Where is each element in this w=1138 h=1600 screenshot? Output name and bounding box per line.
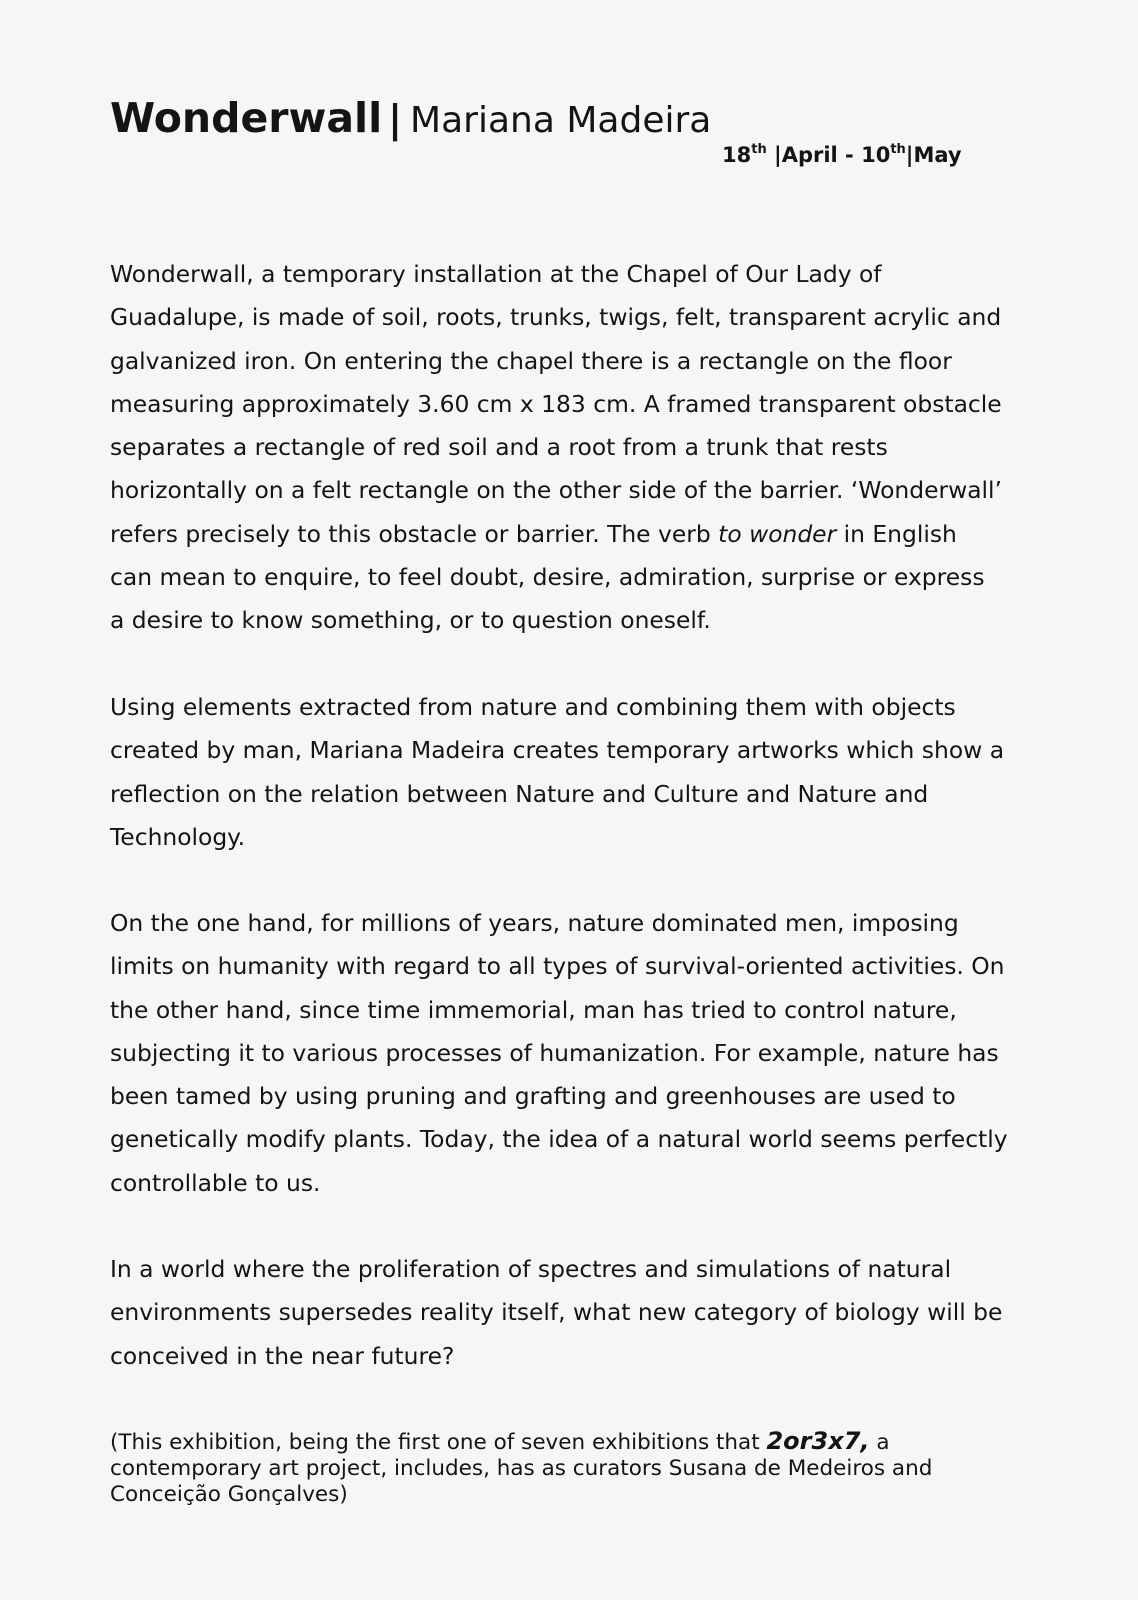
- paragraph-humanization: [110, 902, 1030, 1205]
- text-line: a desire to know something, or to question oneself.: [110, 606, 711, 635]
- text-line: reflection on the relation between Nature and Culture and Nature and: [110, 779, 929, 808]
- page-title: [110, 92, 711, 147]
- text-line: [110, 1428, 1030, 1456]
- text-line: In a world where the proliferation of spectres and simulations of natural: [110, 1255, 952, 1283]
- text-line: contemporary art project, includes, has as curators Susana de Medeiros and: [110, 1456, 933, 1481]
- end-day: 10: [861, 143, 891, 167]
- exhibition-dates: [722, 143, 962, 167]
- text-line: subjecting it to various processes of humanization. For example, nature has: [110, 1038, 999, 1067]
- text-line: Guadalupe, is made of soil, roots, trunks, twigs, felt, transparent acrylic and: [110, 303, 1002, 332]
- text-line: horizontally on a felt rectangle on the other side of the barrier. ‘Wonderwall’: [110, 476, 1002, 505]
- start-month: |April -: [766, 143, 862, 167]
- text-line: Conceição Gonçalves): [110, 1482, 348, 1507]
- text-line: controllable to us.: [110, 1168, 321, 1197]
- artist-name: Mariana Madeira: [410, 100, 712, 141]
- title-separator: |: [388, 97, 403, 141]
- end-month: |May: [905, 143, 962, 167]
- text-line: genetically modify plants. Today, the idea of a natural world seems perfectly: [110, 1125, 1008, 1154]
- text-line: conceived in the near future?: [110, 1341, 455, 1370]
- text-line: created by man, Mariana Madeira creates temporary artworks which show a: [110, 736, 1005, 765]
- exhibition-note: [110, 1428, 1030, 1508]
- text-line: measuring approximately 3.60 cm x 183 cm. A framed transparent obstacle: [110, 389, 1002, 418]
- text-segment: (This exhibition, being the first one of seven exhibitions that: [110, 1430, 767, 1455]
- text-segment: a: [869, 1430, 890, 1455]
- start-day: 18: [722, 143, 752, 167]
- emphasis-to-wonder: to wonder: [718, 519, 837, 548]
- paragraph-question: [110, 1248, 1030, 1378]
- text-line: Technology.: [110, 822, 246, 851]
- paragraph-nature-culture: [110, 686, 1030, 859]
- exhibition-title: Wonderwall: [110, 94, 383, 142]
- text-segment: in English: [836, 519, 957, 548]
- end-day-suffix: th: [890, 142, 906, 157]
- text-line: environments supersedes reality itself, what new category of biology will be: [110, 1298, 1003, 1327]
- text-line: On the one hand, for millions of years, nature dominated men, imposing: [110, 909, 959, 937]
- text-segment: refers precisely to this obstacle or barrier. The verb: [110, 519, 719, 548]
- text-line: can mean to enquire, to feel doubt, desire, admiration, surprise or express: [110, 563, 985, 592]
- text-line: [110, 513, 1030, 556]
- text-line: Wonderwall, a temporary installation at the Chapel of Our Lady of: [110, 260, 882, 288]
- text-line: galvanized iron. On entering the chapel there is a rectangle on the floor: [110, 346, 952, 375]
- paragraph-installation: [110, 253, 1030, 643]
- project-brand: 2or3x7,: [766, 1427, 870, 1455]
- text-line: limits on humanity with regard to all types of survival-oriented activities. On: [110, 952, 1005, 981]
- text-line: separates a rectangle of red soil and a root from a trunk that rests: [110, 433, 888, 462]
- text-line: the other hand, since time immemorial, man has tried to control nature,: [110, 995, 957, 1024]
- text-line: Using elements extracted from nature and combining them with objects: [110, 693, 956, 721]
- text-line: been tamed by using pruning and grafting and greenhouses are used to: [110, 1082, 956, 1111]
- start-day-suffix: th: [751, 142, 767, 157]
